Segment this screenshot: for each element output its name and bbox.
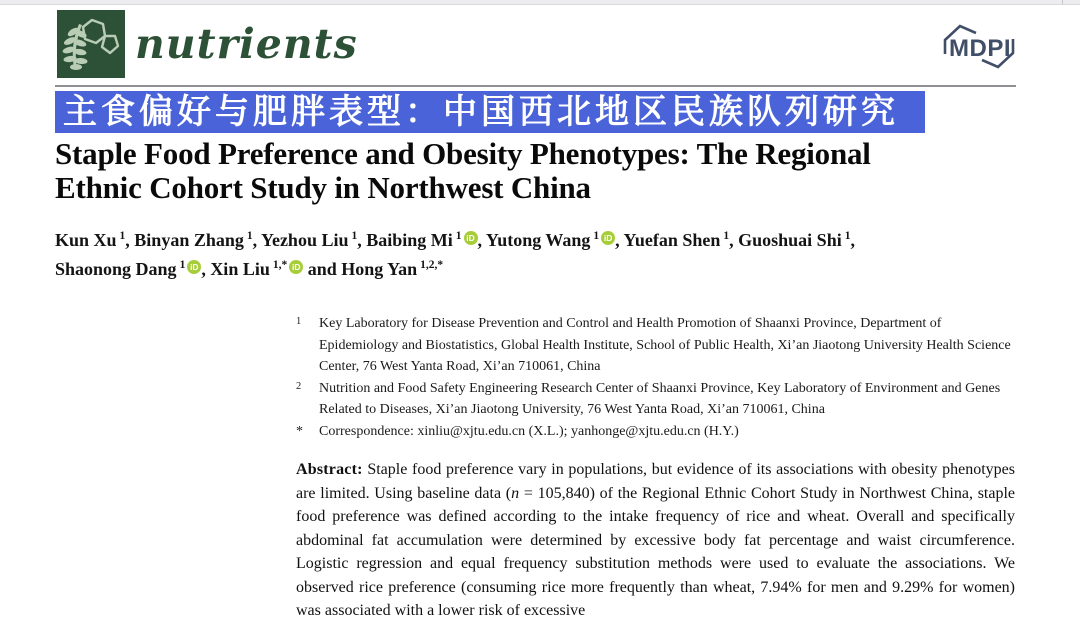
author [341, 259, 443, 279]
author-name: Shaonong Dang [55, 259, 177, 279]
author-name: Kun Xu [55, 230, 117, 250]
author-separator: , [201, 259, 211, 279]
affiliation-item [296, 378, 1015, 421]
journal-header [57, 10, 358, 78]
nutrients-logo-icon[interactable] [57, 10, 125, 78]
chinese-title-highlight: 主食偏好与肥胖表型：中国西北地区民族队列研究 [55, 91, 925, 133]
author-superscript: 1 [351, 230, 358, 242]
author-superscript: 1 [593, 230, 600, 242]
author-superscript: 1,2,* [420, 259, 444, 271]
affiliation-marker: * [296, 423, 303, 439]
author-superscript: 1 [246, 230, 253, 242]
author-superscript: 1 [844, 230, 851, 242]
affiliation-item [296, 421, 1015, 443]
author-name: Yuefan Shen [623, 230, 721, 250]
window-top-edge [0, 0, 1080, 5]
author-separator: , [729, 230, 739, 250]
author [134, 230, 261, 250]
affiliation-item [296, 313, 1015, 378]
author [55, 259, 210, 279]
abstract-text: Staple food preference vary in populations, but evidence of its associations with obesity phenotypes are limited. Using baseline data ( [296, 461, 1015, 502]
author-name: Yezhou Liu [260, 230, 349, 250]
content-column [296, 313, 1015, 623]
affiliation-text: Correspondence: xinliu@xjtu.edu.cn (X.L.); yanhonge@xjtu.edu.cn (H.Y.) [319, 423, 739, 439]
author-name: Binyan Zhang [134, 230, 244, 250]
article-title-line2: Ethnic Cohort Study in Northwest China [55, 170, 591, 205]
orcid-icon[interactable]: iD [289, 260, 303, 274]
author-superscript: 1 [119, 230, 126, 242]
author-separator: and [303, 259, 342, 279]
author-superscript: 1 [179, 259, 186, 271]
author-name: Yutong Wang [485, 230, 591, 250]
author-line-1 [55, 227, 985, 256]
author-separator: , [357, 230, 367, 250]
article-title [55, 137, 1020, 205]
author-separator: , [850, 230, 855, 250]
author [210, 259, 341, 279]
author-superscript: 1 [723, 230, 730, 242]
author-separator: , [125, 230, 135, 250]
author-name: Guoshuai Shi [738, 230, 842, 250]
abstract-paragraph [296, 458, 1015, 623]
affiliation-marker: 1 [296, 316, 302, 327]
author [55, 230, 134, 250]
author-separator: , [252, 230, 261, 250]
affiliation-marker: 2 [296, 380, 302, 392]
affiliation-text: Key Laboratory for Disease Prevention and Control and Health Promotion of Shaanxi Province, Department of Epidemiology and Biostatistics, Global Health Institute, School of Public Health, Xi’an Jiaotong University Health Science Center, 76 West Yanta Road, Xi’an 710061, China [319, 316, 1011, 374]
affiliations-list [296, 313, 1015, 442]
journal-name: nutrients [135, 20, 358, 68]
author-separator: , [477, 230, 486, 250]
mdpi-logo-text: MDPI [949, 35, 1011, 62]
author [624, 230, 739, 250]
abstract-text: = 105,840) of the Regional Ethnic Cohort Study in Northwest China, staple food preference was defined according to the intake frequency of rice and wheat. Overall and specifically abdominal fat accumulation were determined by excessive body fat percentage and waist circumference. Logistic regression and equal frequency substitution methods were used to evaluate the associations. We observed rice preference (consuming rice more frequently than wheat, 7.94% for men and 9.29% for women) was associated with a lower risk of excessive [296, 484, 1016, 619]
author-list [55, 227, 985, 285]
abstract-label: Abstract: [296, 461, 363, 478]
author-line-2 [55, 256, 985, 285]
window-edge-tick [1062, 0, 1063, 4]
author-superscript: 1,* [272, 259, 288, 271]
affiliation-text: Nutrition and Food Safety Engineering Research Center of Shaanxi Province, Key Laboratory of Environment and Genes Related to Diseases, Xi’an Jiaotong University, 76 West Yanta Road, Xi’an 710061, China [319, 380, 1001, 417]
author-name: Hong Yan [341, 259, 418, 279]
abstract-text: n [511, 484, 520, 502]
author-name: Xin Liu [210, 259, 270, 279]
author [486, 230, 624, 250]
orcid-icon[interactable]: iD [601, 231, 615, 245]
orcid-icon[interactable]: iD [464, 231, 478, 245]
author [261, 230, 366, 250]
author-name: Baibing Mi [366, 230, 453, 250]
mdpi-logo[interactable] [936, 20, 1022, 74]
author [366, 230, 486, 250]
article-title-line1: Staple Food Preference and Obesity Phenotypes: The Regional [55, 136, 871, 171]
author-superscript: 1 [455, 230, 462, 242]
author [738, 230, 855, 250]
author-separator: , [615, 230, 624, 250]
orcid-icon[interactable]: iD [187, 260, 201, 274]
header-divider [55, 85, 1016, 87]
